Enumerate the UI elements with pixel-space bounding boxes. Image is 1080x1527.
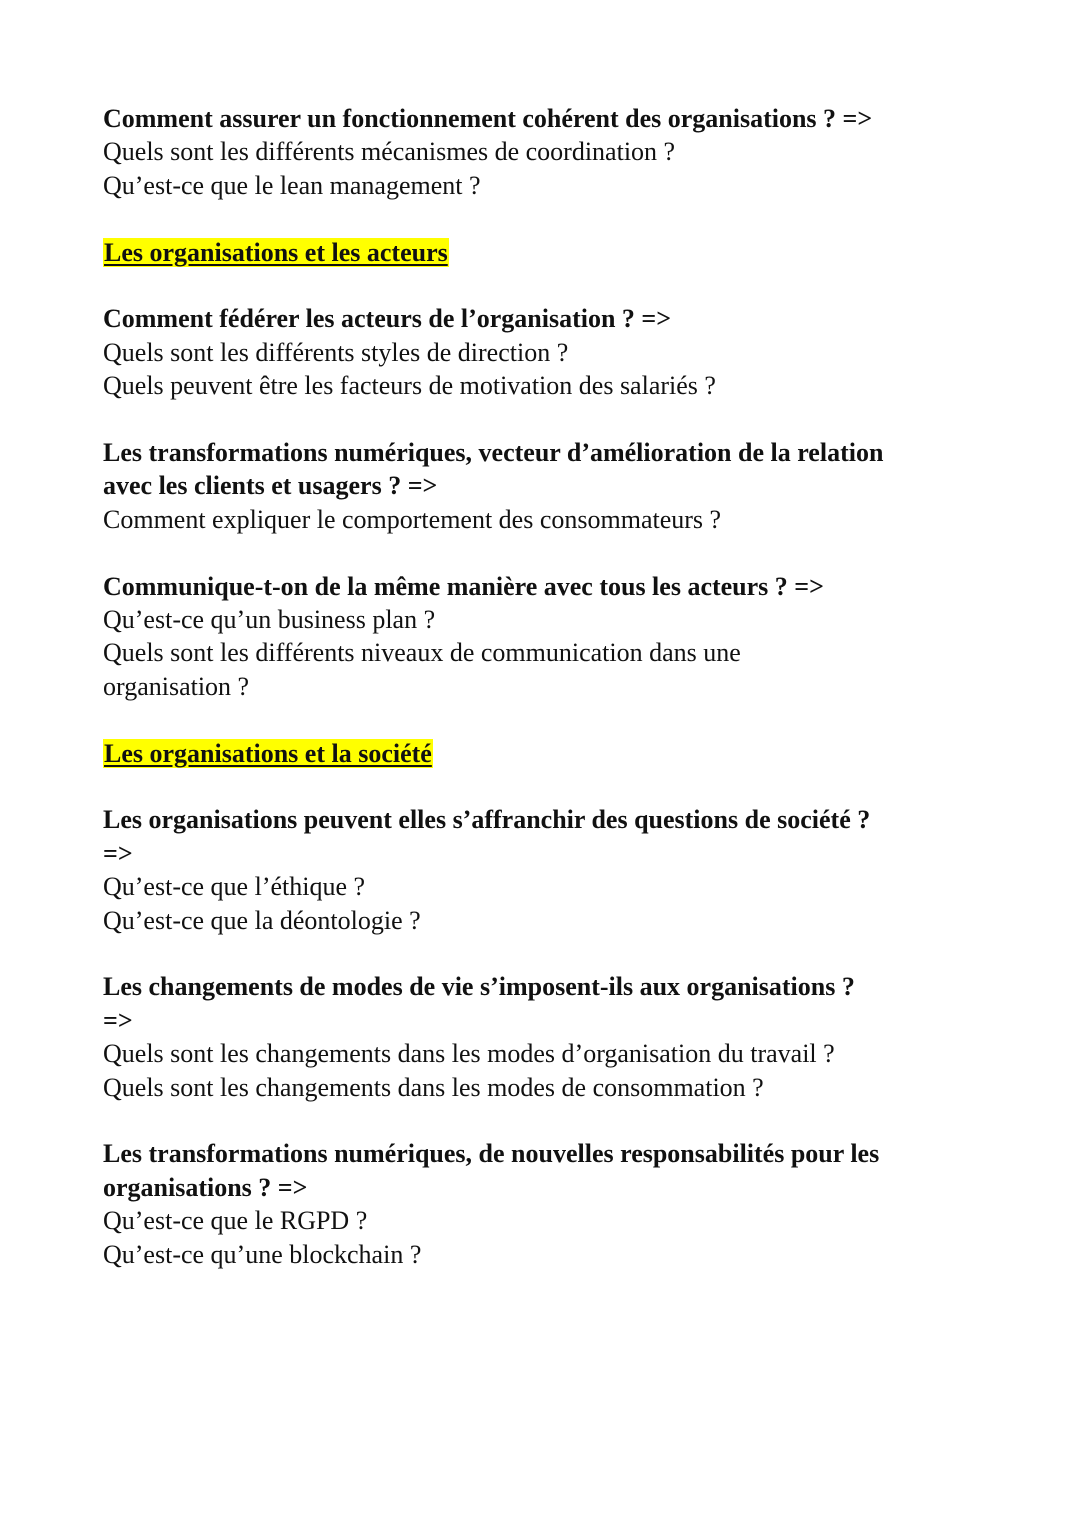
question-title: Comment assurer un fonctionnement cohérent des organisations ? => <box>103 104 873 133</box>
question-title: organisations ? => <box>103 1172 308 1202</box>
question-block <box>103 803 1003 937</box>
sub-question: Quels sont les différents styles de direction ? <box>103 337 569 367</box>
question-block <box>103 436 1003 536</box>
sub-question: Quels sont les différents niveaux de communication dans une <box>103 638 741 668</box>
question-block <box>103 970 1003 1104</box>
sub-question: Qu’est-ce que le lean management ? <box>103 170 481 200</box>
section-heading <box>103 236 1003 269</box>
sub-question: Comment expliquer le comportement des consommateurs ? <box>103 504 722 534</box>
sub-question: Quels sont les changements dans les modes de consommation ? <box>103 1072 764 1102</box>
sub-question: organisation ? <box>103 671 250 701</box>
question-block <box>103 1137 1003 1271</box>
sub-question: Qu’est-ce que l’éthique ? <box>103 872 366 902</box>
question-title: Comment fédérer les acteurs de l’organisation ? => <box>103 304 672 334</box>
question-block <box>103 102 1003 202</box>
sub-question: Quels sont les changements dans les modes d’organisation du travail ? <box>103 1039 835 1069</box>
sub-question: Quels sont les différents mécanismes de coordination ? <box>103 137 676 167</box>
section-heading-text: Les organisations et les acteurs <box>104 237 448 267</box>
question-block <box>103 302 1003 402</box>
sub-question: Qu’est-ce que la déontologie ? <box>103 905 421 935</box>
question-title: Les changements de modes de vie s’imposent-ils aux organisations ? <box>103 972 855 1002</box>
section-heading <box>103 737 1003 770</box>
question-title: Les transformations numériques, de nouvelles responsabilités pour les <box>103 1139 880 1169</box>
question-title: avec les clients et usagers ? => <box>103 471 438 501</box>
section-heading-text: Les organisations et la société <box>104 738 432 768</box>
sub-question: Qu’est-ce que le RGPD ? <box>103 1206 368 1236</box>
question-title: Communique-t-on de la même manière avec tous les acteurs ? => <box>103 571 824 601</box>
question-block <box>103 570 1003 704</box>
question-title: => <box>103 838 133 868</box>
sub-question: Qu’est-ce qu’une blockchain ? <box>103 1239 422 1269</box>
question-title: => <box>103 1005 133 1035</box>
sub-question: Quels peuvent être les facteurs de motivation des salariés ? <box>103 371 716 401</box>
sub-question: Qu’est-ce qu’un business plan ? <box>103 605 436 635</box>
question-title: Les transformations numériques, vecteur d’amélioration de la relation <box>103 438 884 468</box>
document-body <box>103 102 1003 1271</box>
question-title: Les organisations peuvent elles s’affranchir des questions de société ? <box>103 805 871 835</box>
